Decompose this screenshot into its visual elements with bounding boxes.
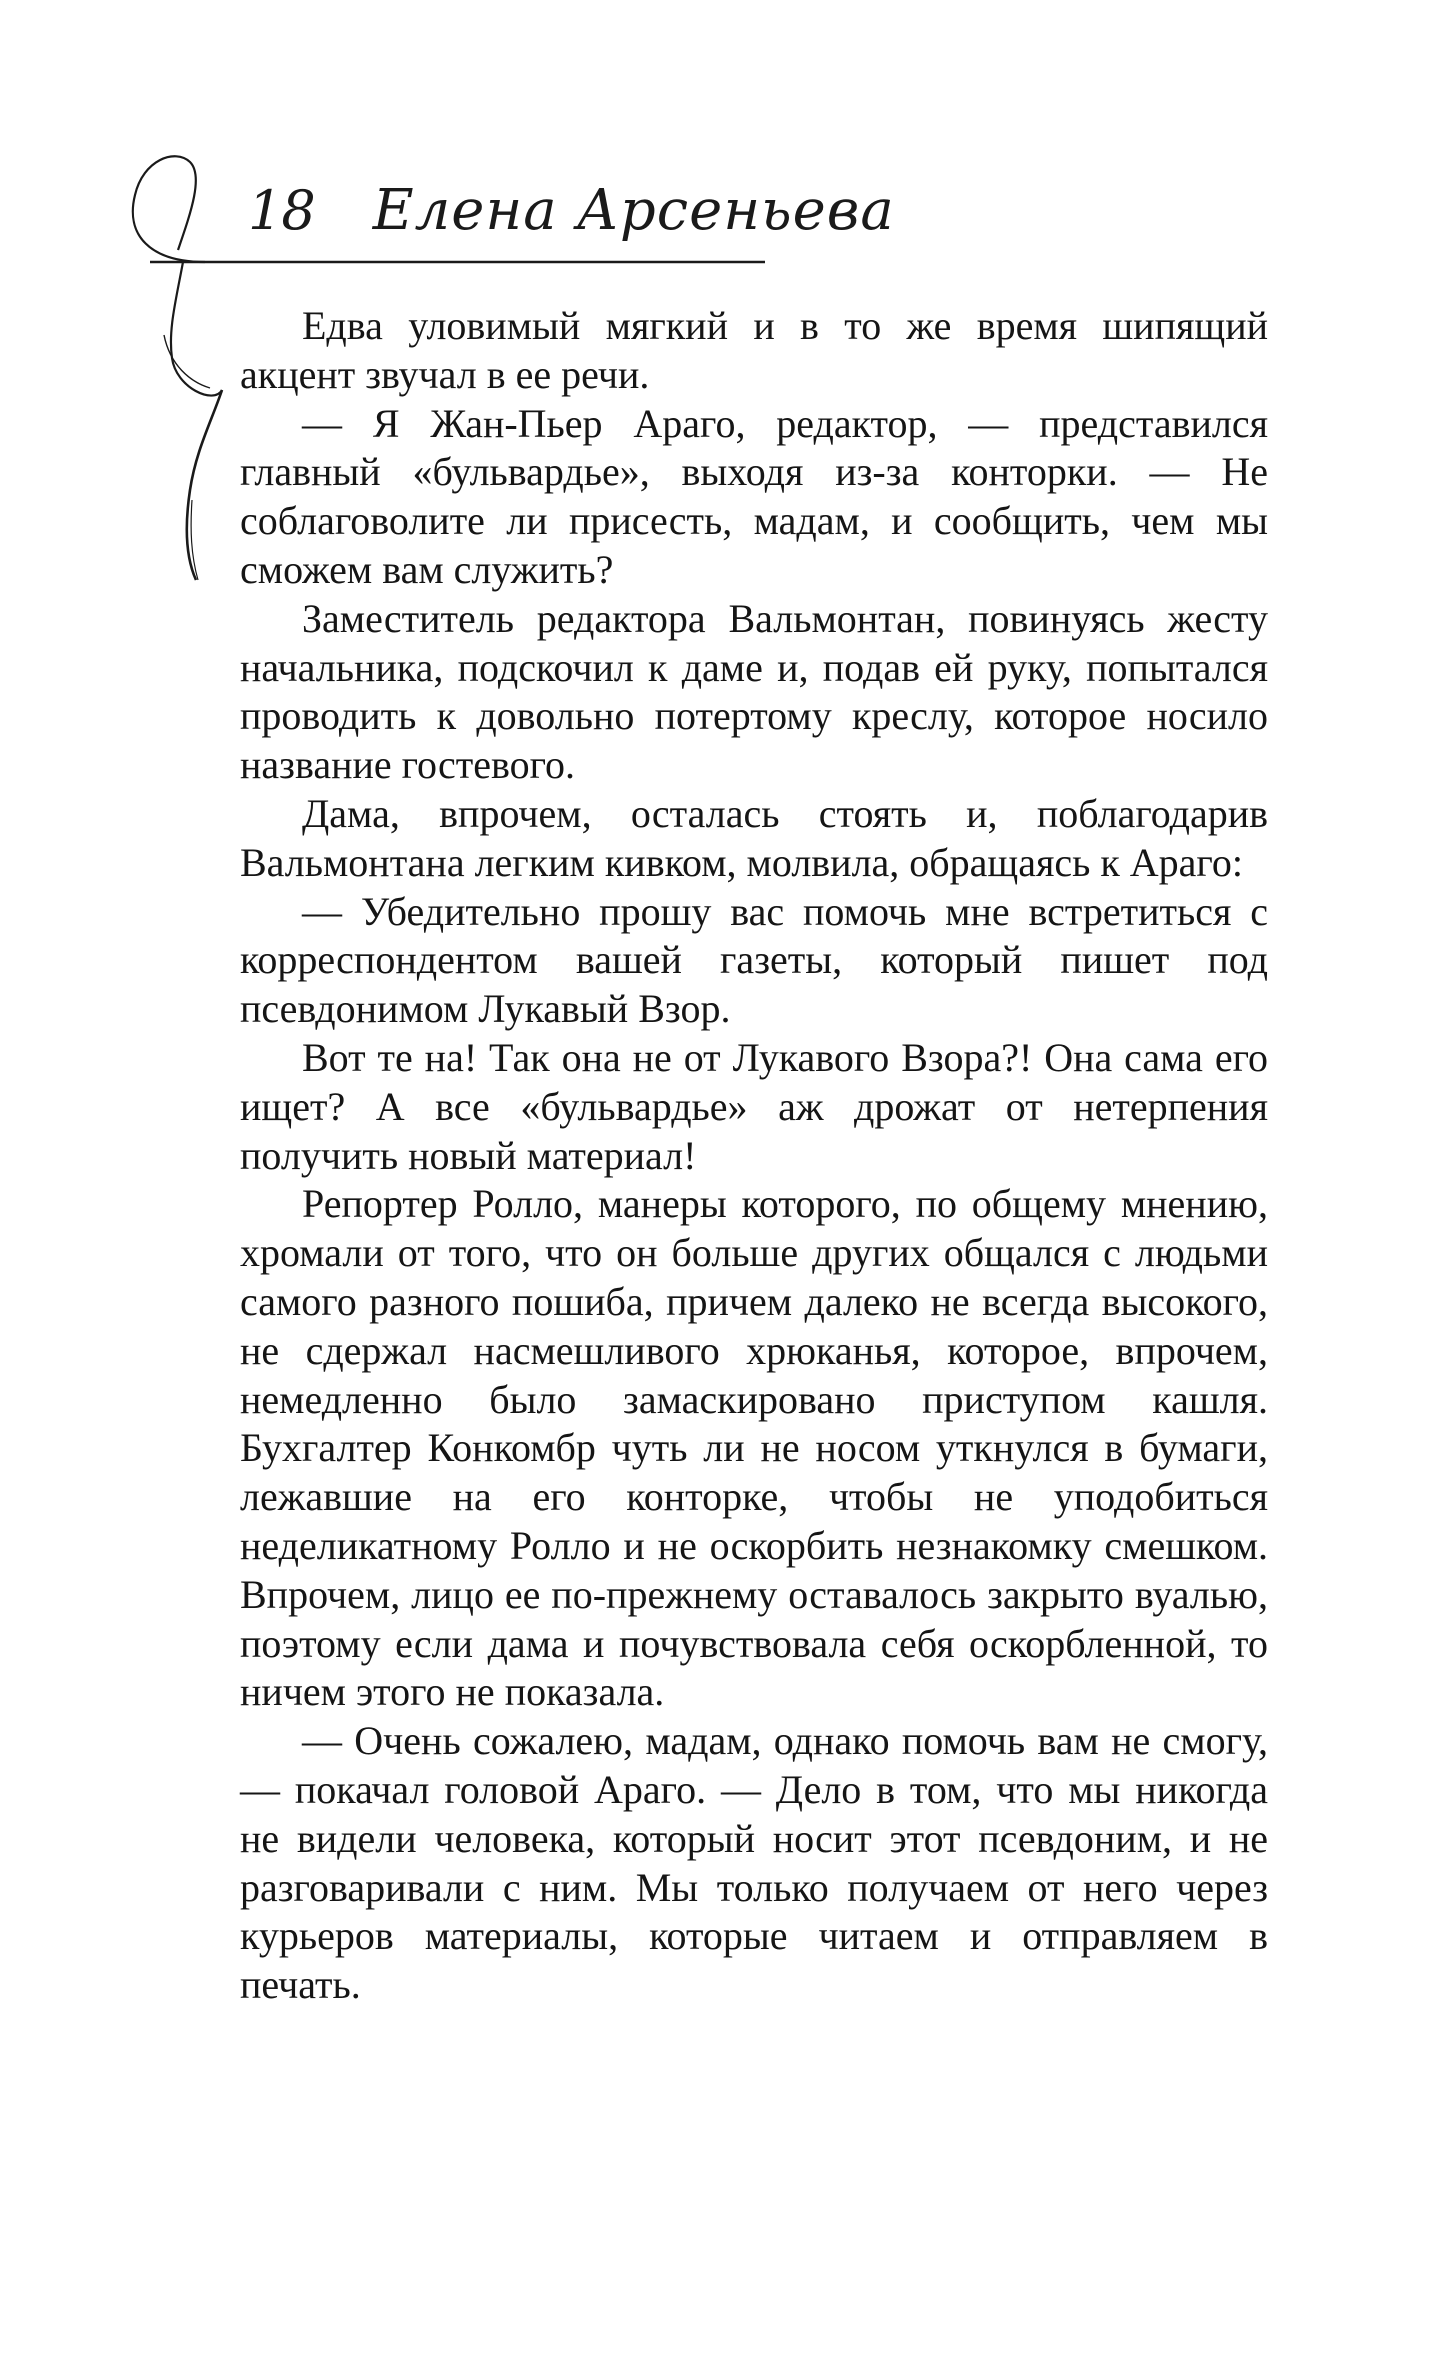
paragraph: — Убедительно прошу вас помочь мне встретиться с корреспондентом вашей газеты, который пишет под псевдонимом Лукавый Взор. (240, 888, 1268, 1032)
page-number: 18 (248, 179, 315, 242)
body-text (240, 302, 1268, 2010)
running-head (248, 178, 895, 258)
paragraph: — Очень сожалею, мадам, однако помочь вам не смогу, — покачал головой Араго. — Дело в том, что мы никогда не видели человека, который носит этот псевдоним, и не разговаривали с ним. Мы только получаем от него через курьеров материалы, которые читаем и отправляем в печать. (240, 1718, 1268, 2008)
paragraph: Репортер Ролло, манеры которого, по общему мнению, хромали от того, что он больше других общался с людьми самого разного пошиба, причем далеко не всегда высокого, не сдержал насмешливого хрюканья, которое, впрочем, немедленно было замаскировано приступом кашля. Бухгалтер Конкомбр чуть ли не носом уткнулся в бумаги, лежавшие на его конторке, чтобы не уподобиться неделикатному Ролло и не оскорбить незнакомку смешком. Впрочем, лицо ее по-прежнему оставалось закрыто вуалью, поэтому если дама и почувствовала себя оскорбленной, то ничем этого не показала. (240, 1181, 1268, 1715)
paragraph: Едва уловимый мягкий и в то же время шипящий акцент звучал в ее речи. (240, 303, 1268, 397)
paragraph: Дама, впрочем, осталась стоять и, поблагодарив Вальмонтана легким кивком, молвила, обращаясь к Араго: (240, 790, 1268, 885)
paragraph: Вот те на! Так она не от Лукавого Взора?! Она сама его ищет? А все «бульвардье» аж дрожат от нетерпения получить новый материал! (240, 1034, 1268, 1178)
paragraph: — Я Жан-Пьер Араго, редактор, — представился главный «бульвардье», выходя из-за конторки. — Не соблаговолите ли присесть, мадам, и сообщить, чем мы сможем вам служить? (240, 400, 1268, 592)
paragraph: Заместитель редактора Вальмонтан, повинуясь жесту начальника, подскочил к даме и, подав ей руку, попытался проводить к довольно потертому креслу, которое носило название гостевого. (240, 595, 1268, 788)
author-name: Елена Арсеньева (372, 178, 895, 243)
